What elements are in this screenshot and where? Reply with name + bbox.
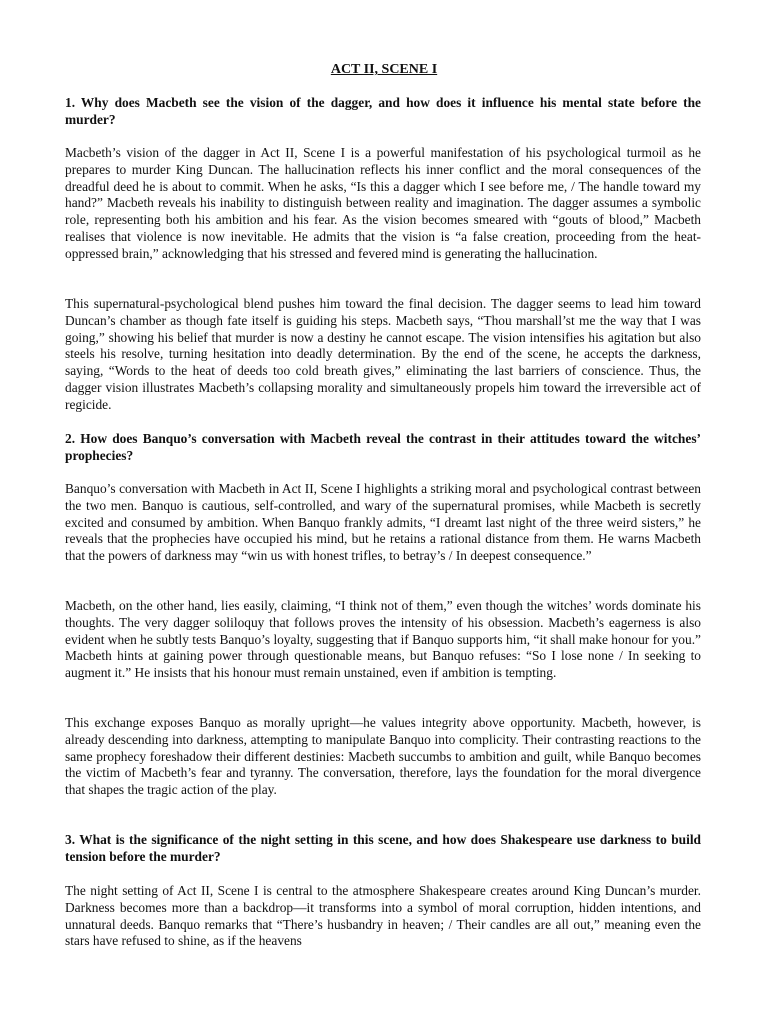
question-3: 3. What is the significance of the night setting in this scene, and how does Shakespeare use darkness to build tension before the murder? (65, 832, 701, 864)
answer-1-paragraph-2: This supernatural-psychological blend pushes him toward the final decision. The dagger seems to lead him toward Duncan’s chamber as though fate itself is guiding his steps. Macbeth says, “Thou marshall’st me the way that I was going,” showing his belief that murder is now a destiny he cannot escape. The vision intensifies his agitation but also steels his resolve, turning hesitation into deadly determination. By the end of the scene, he accepts the darkness, saying, “Words to the heat of deeds too cold breath gives,” eliminating the last barriers of conscience. Thus, the dagger vision illustrates Macbeth’s collapsing morality and simultaneously propels him toward the irreversible act of regicide. (65, 296, 701, 412)
answer-3-paragraph-1: The night setting of Act II, Scene I is central to the atmosphere Shakespeare creates around King Duncan’s murder. Darkness becomes more than a backdrop—it transforms into a symbol of moral corruption, hidden intentions, and unnatural deeds. Banquo remarks that “There’s husbandry in heaven; / Their candles are all out,” meaning even the stars have refused to shine, as if the heavens (65, 883, 701, 949)
answer-1-paragraph-1: Macbeth’s vision of the dagger in Act II, Scene I is a powerful manifestation of his psychological turmoil as he prepares to murder King Duncan. The hallucination reflects his inner conflict and the moral consequences of the dreadful deed he is about to commit. When he asks, “Is this a dagger which I see before me, / The handle toward my hand?” Macbeth reveals his inability to distinguish between reality and imagination. The dagger assumes a symbolic role, representing both his ambition and his fear. As the vision becomes smeared with “gouts of blood,” Macbeth realises that violence is now inevitable. He admits that the vision is “a false creation, proceeding from the heat-oppressed brain,” acknowledging that his stressed and fevered mind is generating the hallucination. (65, 145, 701, 261)
answer-2-paragraph-3: This exchange exposes Banquo as morally upright—he values integrity above opportunity. Macbeth, however, is already descending into darkness, attempting to manipulate Banquo into complicity. Their contrasting reactions to the same prophecy foreshadow their different destinies: Macbeth succumbs to ambition and guilt, while Banquo becomes the victim of Macbeth’s fear and tyranny. The conversation, therefore, lays the foundation for the moral divergence that shapes the tragic action of the play. (65, 715, 701, 798)
question-1: 1. Why does Macbeth see the vision of the dagger, and how does it influence his mental state before the murder? (65, 95, 701, 127)
answer-2-paragraph-2: Macbeth, on the other hand, lies easily, claiming, “I think not of them,” even though the witches’ words dominate his thoughts. The very dagger soliloquy that follows proves the intensity of his obsession. Macbeth’s eagerness is also evident when he subtly tests Banquo’s loyalty, suggesting that if Banquo supports him, “it shall make honour for you.” Macbeth hints at gaining power through questionable means, but Banquo refuses: “So I lose none / In seeking to augment it.” He insists that his honour must remain unstained, even if ambition is tempting. (65, 598, 701, 681)
answer-2-paragraph-1: Banquo’s conversation with Macbeth in Act II, Scene I highlights a striking moral and psychological contrast between the two men. Banquo is cautious, self-controlled, and wary of the supernatural promises, while Macbeth is secretly excited and consumed by ambition. When Banquo frankly admits, “I dreamt last night of the three weird sisters,” he reveals that the prophecies have occupied his mind, but he retains a rational distance from them. He warns Macbeth that the powers of darkness may “win us with honest trifles, to betray’s / In deepest consequence.” (65, 481, 701, 564)
page-title: ACT II, SCENE I (330, 62, 438, 77)
question-2: 2. How does Banquo’s conversation with Macbeth reveal the contrast in their attitudes toward the witches’ prophecies? (65, 431, 701, 463)
